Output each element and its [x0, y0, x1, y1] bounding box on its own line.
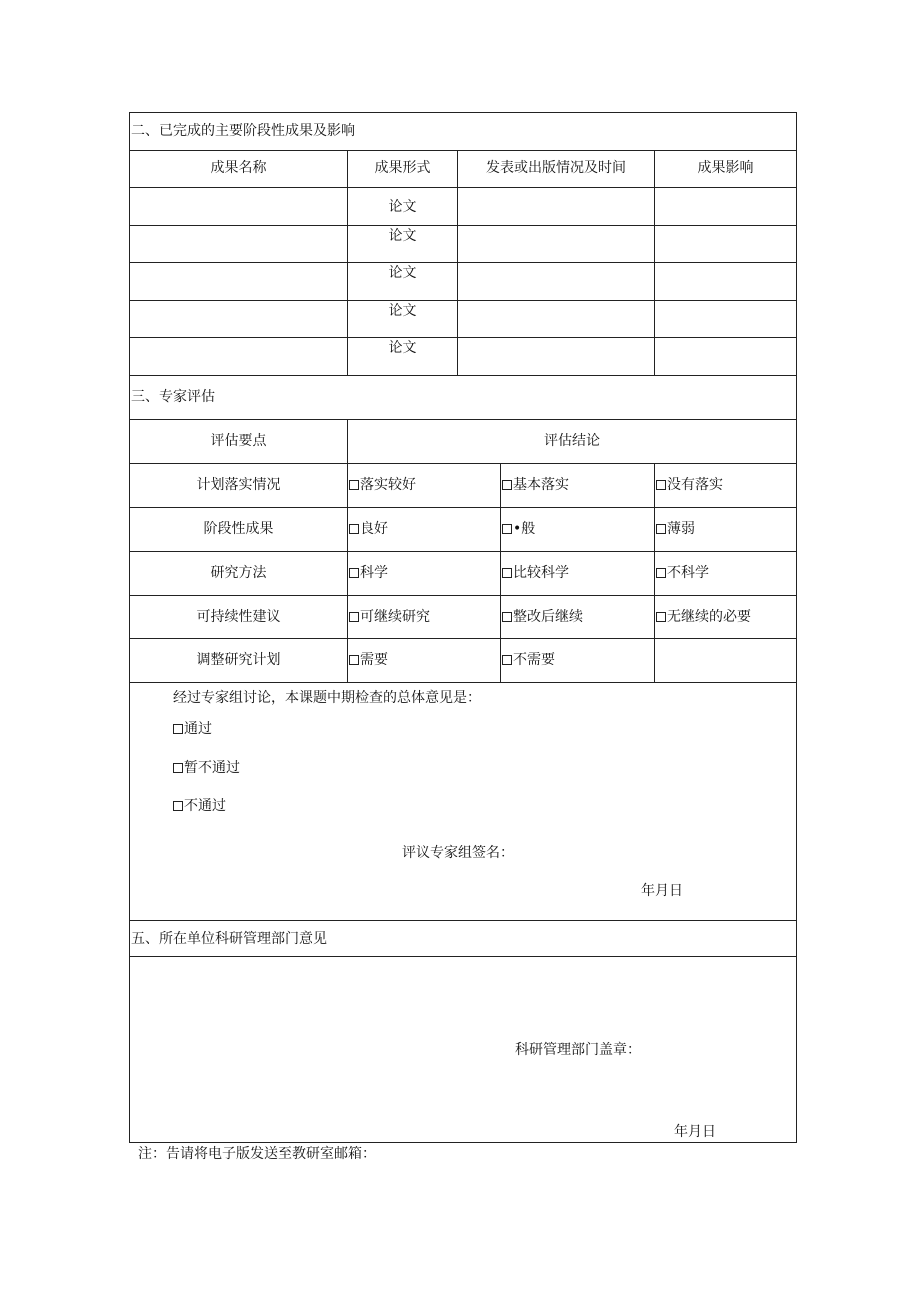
header-evaluation-point: 评估要点	[210, 433, 267, 449]
cell-result-form: 论文	[388, 265, 417, 281]
table-border-top	[129, 112, 797, 113]
cell-result-form: 论文	[388, 228, 417, 244]
management-date-label: 年月日	[674, 1124, 716, 1140]
checkbox-icon	[349, 655, 359, 665]
option-label: 落实较好	[360, 477, 416, 493]
seal-label: 科研管理部门盖章：	[515, 1042, 641, 1058]
option-label: 可继续研究	[360, 609, 430, 625]
checkbox-option[interactable]	[502, 651, 555, 669]
header-result-name: 成果名称	[210, 160, 267, 176]
header-evaluation-conclusion: 评估结论	[544, 433, 600, 449]
section5-title: 五、所在单位科研管理部门意见	[131, 931, 327, 947]
overall-prompt: 经过专家组讨论，本课题中期检查的总体意见是：	[173, 690, 481, 706]
option-label: 暂不通过	[184, 760, 240, 776]
row-divider	[129, 225, 797, 226]
row-divider	[129, 920, 797, 921]
checkbox-option[interactable]	[502, 520, 535, 538]
expert-date-label: 年月日	[641, 883, 683, 899]
evaluation-item-label: 计划落实情况	[196, 477, 281, 493]
option-label: 不科学	[667, 565, 709, 581]
col-divider	[654, 463, 655, 682]
checkbox-icon	[656, 524, 666, 534]
overall-option-pass[interactable]	[173, 720, 212, 738]
row-divider	[129, 551, 797, 552]
header-impact: 成果影响	[697, 160, 754, 176]
checkbox-option[interactable]	[656, 564, 709, 582]
option-label: 基本落实	[513, 477, 569, 493]
option-label: 没有落实	[667, 477, 723, 493]
table-border-right	[796, 112, 797, 1143]
checkbox-icon	[349, 612, 359, 622]
checkbox-icon	[502, 655, 512, 665]
evaluation-item-label: 可持续性建议	[196, 609, 281, 625]
table-border-left	[129, 112, 130, 1143]
checkbox-option[interactable]	[349, 608, 430, 626]
checkbox-option[interactable]	[349, 476, 416, 494]
row-divider	[129, 150, 797, 151]
row-divider	[129, 956, 797, 957]
checkbox-icon	[502, 612, 512, 622]
checkbox-icon	[349, 568, 359, 578]
row-divider	[129, 419, 797, 420]
row-divider	[129, 507, 797, 508]
section2-title: 二、已完成的主要阶段性成果及影响	[131, 123, 355, 139]
option-label: •般	[513, 521, 536, 537]
checkbox-option[interactable]	[656, 520, 695, 538]
option-label: 不通过	[184, 798, 226, 814]
checkbox-icon	[502, 568, 512, 578]
cell-result-form: 论文	[388, 340, 417, 356]
row-divider	[129, 638, 797, 639]
checkbox-option[interactable]	[349, 651, 388, 669]
option-label: 科学	[360, 565, 388, 581]
checkbox-option[interactable]	[656, 476, 723, 494]
checkbox-icon	[656, 612, 666, 622]
row-divider	[129, 262, 797, 263]
header-publication: 发表或出版情况及时间	[486, 160, 626, 176]
overall-option-pending[interactable]	[173, 759, 240, 777]
row-divider	[129, 375, 797, 376]
option-label: 良好	[360, 521, 388, 537]
col-divider	[654, 150, 655, 375]
option-label: 比较科学	[513, 565, 569, 581]
checkbox-option[interactable]	[502, 476, 569, 494]
row-divider	[129, 337, 797, 338]
checkbox-icon	[502, 480, 512, 490]
footer-note: 注：告请将电子版发送至教研室邮箱：	[138, 1146, 376, 1162]
cell-result-form: 论文	[388, 199, 417, 215]
evaluation-item-label: 阶段性成果	[203, 521, 274, 537]
row-divider	[129, 682, 797, 683]
expert-signature-label: 评议专家组签名：	[402, 845, 514, 861]
checkbox-icon	[502, 524, 512, 534]
checkbox-icon	[349, 480, 359, 490]
col-divider	[500, 463, 501, 682]
checkbox-option[interactable]	[349, 520, 388, 538]
col-divider	[347, 419, 348, 682]
section3-title: 三、专家评估	[131, 389, 215, 405]
cell-result-form: 论文	[388, 303, 417, 319]
header-result-form: 成果形式	[374, 160, 431, 176]
checkbox-icon	[173, 801, 183, 811]
row-divider	[129, 187, 797, 188]
checkbox-icon	[656, 568, 666, 578]
row-divider	[129, 595, 797, 596]
evaluation-item-label: 调整研究计划	[196, 652, 281, 668]
overall-option-fail[interactable]	[173, 797, 226, 815]
checkbox-icon	[173, 724, 183, 734]
checkbox-option[interactable]	[349, 564, 388, 582]
option-label: 需要	[360, 652, 388, 668]
table-border-bottom	[129, 1142, 797, 1143]
row-divider	[129, 463, 797, 464]
checkbox-option[interactable]	[656, 608, 751, 626]
option-label: 薄弱	[667, 521, 695, 537]
checkbox-option[interactable]	[502, 608, 583, 626]
checkbox-icon	[656, 480, 666, 490]
option-label: 通过	[184, 721, 212, 737]
evaluation-item-label: 研究方法	[210, 565, 267, 581]
checkbox-icon	[173, 763, 183, 773]
option-label: 不需要	[513, 652, 555, 668]
checkbox-icon	[349, 524, 359, 534]
option-label: 无继续的必要	[667, 609, 751, 625]
row-divider	[129, 300, 797, 301]
checkbox-option[interactable]	[502, 564, 569, 582]
option-label: 整改后继续	[513, 609, 583, 625]
col-divider	[457, 150, 458, 375]
